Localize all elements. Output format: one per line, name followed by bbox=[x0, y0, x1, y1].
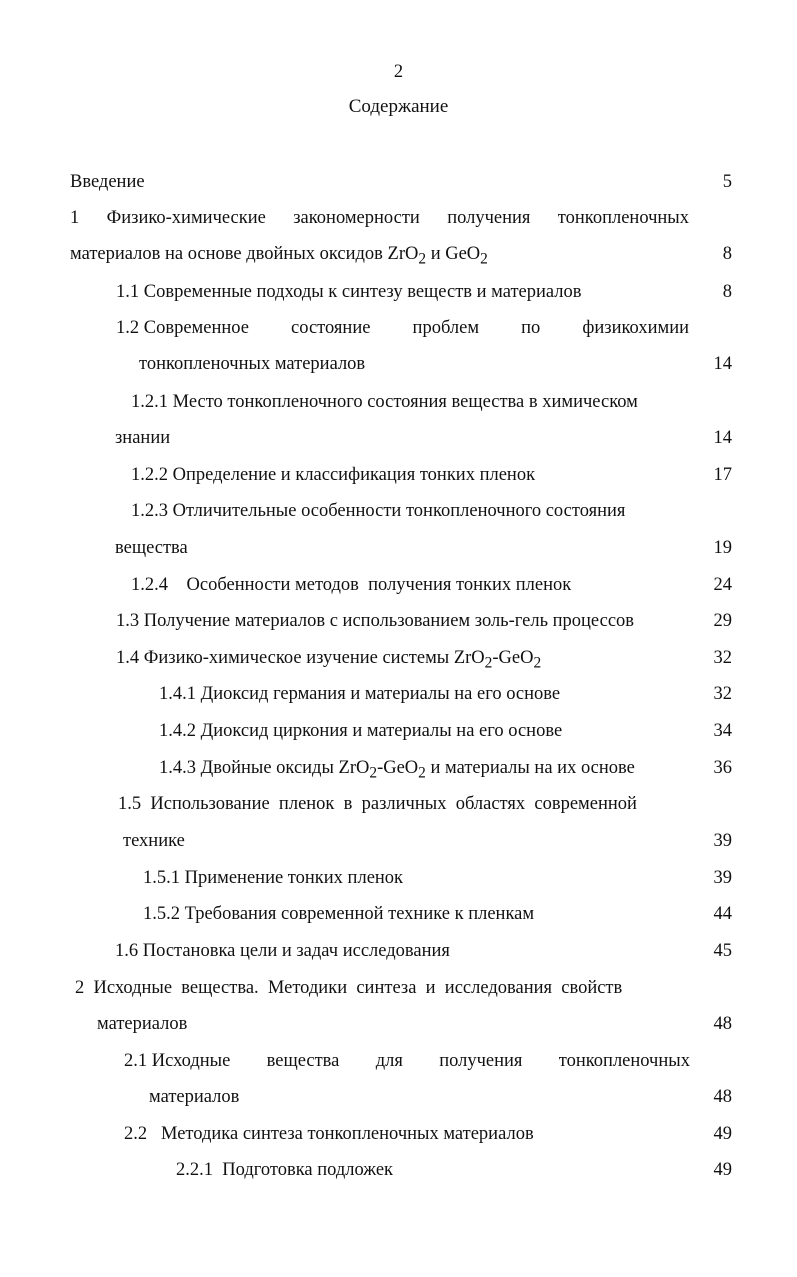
toc-text-part: материалов на основе двойных оксидов ZrO bbox=[70, 244, 419, 264]
toc-word: тонкопленочных bbox=[557, 208, 689, 228]
toc-entry-page: 8 bbox=[722, 282, 732, 302]
toc-word: 1 bbox=[70, 208, 80, 228]
toc-text-part: и GeO bbox=[426, 244, 481, 264]
toc-entry-text: знании bbox=[115, 428, 171, 448]
toc-entry-text bbox=[124, 1051, 690, 1072]
toc-entry-text: Введение bbox=[70, 172, 145, 192]
toc-word: по bbox=[521, 318, 541, 338]
toc-entry-text: 1.5.1 Применение тонких пленок bbox=[143, 868, 404, 888]
subscript: 2 bbox=[484, 654, 493, 672]
toc-entry-text: 1.4.1 Диоксид германия и материалы на его основе bbox=[159, 684, 561, 704]
toc-entry-page: 36 bbox=[713, 758, 732, 778]
toc-text-part: -GeO bbox=[492, 648, 534, 668]
toc-word: физикохимии bbox=[582, 318, 689, 338]
toc-entry-page: 24 bbox=[713, 575, 732, 595]
page-title: Содержание bbox=[348, 96, 449, 117]
toc-entry-page: 49 bbox=[713, 1160, 732, 1180]
toc-entry-text: 2.2.1 Подготовка подложек bbox=[176, 1160, 394, 1180]
toc-entry-text: тонкопленочных материалов bbox=[139, 354, 366, 374]
toc-word: закономерности bbox=[293, 208, 420, 228]
toc-text-part: и материалы на их основе bbox=[425, 758, 635, 778]
toc-entry-page: 32 bbox=[713, 648, 732, 668]
toc-word: для bbox=[375, 1051, 403, 1071]
toc-entry-page: 34 bbox=[713, 721, 732, 741]
toc-entry-page: 39 bbox=[713, 831, 732, 851]
toc-text-part: -GeO bbox=[377, 758, 419, 778]
toc-entry-text: 2.2 Методика синтеза тонкопленочных материалов bbox=[124, 1124, 534, 1144]
toc-entry-text bbox=[70, 244, 488, 269]
toc-text-part: 1.4.3 Двойные оксиды ZrO bbox=[159, 758, 370, 778]
toc-entry-text: 1.6 Постановка цели и задач исследования bbox=[115, 941, 450, 961]
toc-word: Физико-химические bbox=[106, 208, 266, 228]
toc-entry-page: 8 bbox=[722, 244, 732, 264]
toc-entry-page: 44 bbox=[713, 904, 732, 924]
toc-entry-page: 32 bbox=[713, 684, 732, 704]
toc-entry-page: 39 bbox=[713, 868, 732, 888]
toc-entry-page: 45 bbox=[713, 941, 732, 961]
toc-entry-text bbox=[70, 208, 689, 229]
toc-word: 2.1 Исходные bbox=[124, 1051, 231, 1071]
toc-word: проблем bbox=[412, 318, 480, 338]
subscript: 2 bbox=[369, 764, 378, 782]
toc-entry-text bbox=[116, 648, 541, 673]
toc-entry-text: 1.5 Использование пленок в различных областях современной bbox=[118, 794, 637, 814]
toc-word: вещества bbox=[266, 1051, 340, 1071]
toc-entry-page: 19 bbox=[713, 538, 732, 558]
toc-entry-text: материалов bbox=[97, 1014, 188, 1034]
toc-entry-page: 5 bbox=[722, 172, 732, 192]
toc-word: тонкопленочных bbox=[558, 1051, 690, 1071]
toc-entry-text: технике bbox=[123, 831, 185, 851]
toc-entry-text: 1.2.2 Определение и классификация тонких пленок bbox=[131, 465, 536, 485]
toc-entry-page: 48 bbox=[713, 1087, 732, 1107]
toc-entry-page: 48 bbox=[713, 1014, 732, 1034]
toc-entry-text: 1.2.4 Особенности методов получения тонких пленок bbox=[131, 575, 572, 595]
toc-word: получения bbox=[447, 208, 531, 228]
toc-word: получения bbox=[439, 1051, 523, 1071]
toc-entry-text: вещества bbox=[115, 538, 188, 558]
toc-entry-page: 14 bbox=[713, 354, 732, 374]
toc-entry-text bbox=[116, 318, 689, 339]
toc-entry-text: 2 Исходные вещества. Методики синтеза и исследования свойств bbox=[75, 978, 623, 998]
toc-entry-page: 17 bbox=[713, 465, 732, 485]
subscript: 2 bbox=[480, 250, 488, 268]
toc-entry-page: 29 bbox=[713, 611, 732, 631]
toc-entry-text bbox=[159, 758, 635, 783]
toc-entry-text: 1.2.3 Отличительные особенности тонкопленочного состояния bbox=[131, 501, 626, 521]
subscript: 2 bbox=[418, 764, 426, 782]
toc-entry-text: 1.5.2 Требования современной технике к пленкам bbox=[143, 904, 535, 924]
toc-word: состояние bbox=[291, 318, 371, 338]
toc-entry-page: 14 bbox=[713, 428, 732, 448]
page-number: 2 bbox=[393, 62, 404, 82]
toc-entry-text: 1.2.1 Место тонкопленочного состояния вещества в химическом bbox=[131, 392, 638, 412]
toc-word: 1.2 Современное bbox=[116, 318, 249, 338]
toc-entry-text: материалов bbox=[149, 1087, 240, 1107]
toc-text-part: 1.4 Физико-химическое изучение системы ZrO bbox=[116, 648, 485, 668]
subscript: 2 bbox=[533, 654, 542, 672]
subscript: 2 bbox=[418, 250, 427, 268]
toc-entry-text: 1.4.2 Диоксид циркония и материалы на его основе bbox=[159, 721, 563, 741]
toc-entry-text: 1.3 Получение материалов с использованием золь-гель процессов bbox=[116, 611, 635, 631]
toc-entry-text: 1.1 Современные подходы к синтезу веществ и материалов bbox=[116, 282, 582, 302]
toc-entry-page: 49 bbox=[713, 1124, 732, 1144]
